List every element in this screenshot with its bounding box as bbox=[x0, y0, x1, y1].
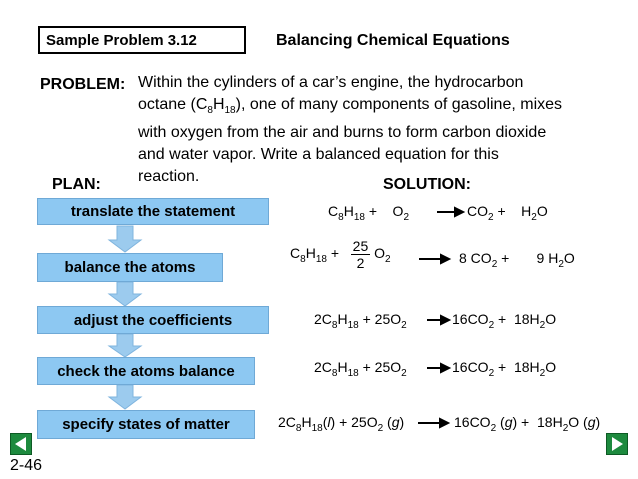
equation-checked-products: $16CO_2 + 18H_2O$ bbox=[452, 359, 557, 379]
plan-label: PLAN: bbox=[52, 176, 101, 193]
equation-states-products: $16CO_2$ $(g) + 18H_2O$ (g) bbox=[454, 414, 601, 434]
equation-balance-products: 8 $CO_2$ + 9 $H_2O$ bbox=[459, 250, 575, 270]
equation-unbalanced-products: $CO_2$ + $H_2O$ bbox=[467, 203, 548, 223]
equation-balance-atoms: $C_8H_{18}$ + $\frac{25}{2}$ $O_2$ bbox=[290, 238, 391, 271]
problem-label: PROBLEM: bbox=[40, 76, 126, 93]
coefficient-fraction: $\frac{25}{2}$ bbox=[352, 238, 369, 271]
problem-line-4: and water vapor. Write a balanced equation for this bbox=[138, 146, 499, 164]
equation-checked: $2C_8H_{18} + 25O_2$ bbox=[314, 359, 407, 379]
step-adjust-coefficients: adjust the coefficients bbox=[37, 306, 269, 334]
problem-line-2: octane $(C_8H_{18})$, one of many components of gasoline, mixes bbox=[138, 96, 563, 117]
equation-unbalanced: $C_8H_{18}$ + $O_2$ bbox=[328, 203, 410, 223]
arrow-right-icon bbox=[607, 434, 627, 454]
slide-number: 2-46 bbox=[10, 457, 43, 474]
next-slide-button[interactable] bbox=[606, 433, 628, 455]
problem-line-3: with oxygen from the air and burns to form carbon dioxide bbox=[138, 124, 547, 142]
step-specify-states: specify states of matter bbox=[37, 410, 255, 439]
problem-line-1: Within the cylinders of a car’s engine, the hydrocarbon bbox=[138, 74, 524, 91]
solution-label: SOLUTION: bbox=[383, 176, 471, 193]
equation-states: $2C_8H_{18}(l) + 25O_2$ (g) bbox=[278, 414, 405, 434]
prev-slide-button[interactable] bbox=[10, 433, 32, 455]
arrow-left-icon bbox=[11, 434, 31, 454]
step-check-atoms-balance: check the atoms balance bbox=[37, 357, 255, 385]
page-title: Balancing Chemical Equations bbox=[276, 32, 510, 49]
step-translate-statement: translate the statement bbox=[37, 198, 269, 225]
equation-adjusted: $2C_8H_{18} + 25O_2$ bbox=[314, 311, 407, 331]
sample-problem-label: Sample Problem 3.12 bbox=[46, 31, 197, 49]
equation-adjusted-products: $16CO_2 + 18H_2O$ bbox=[452, 311, 557, 331]
step-balance-atoms: balance the atoms bbox=[37, 253, 223, 282]
problem-line-5: reaction. bbox=[138, 168, 200, 186]
